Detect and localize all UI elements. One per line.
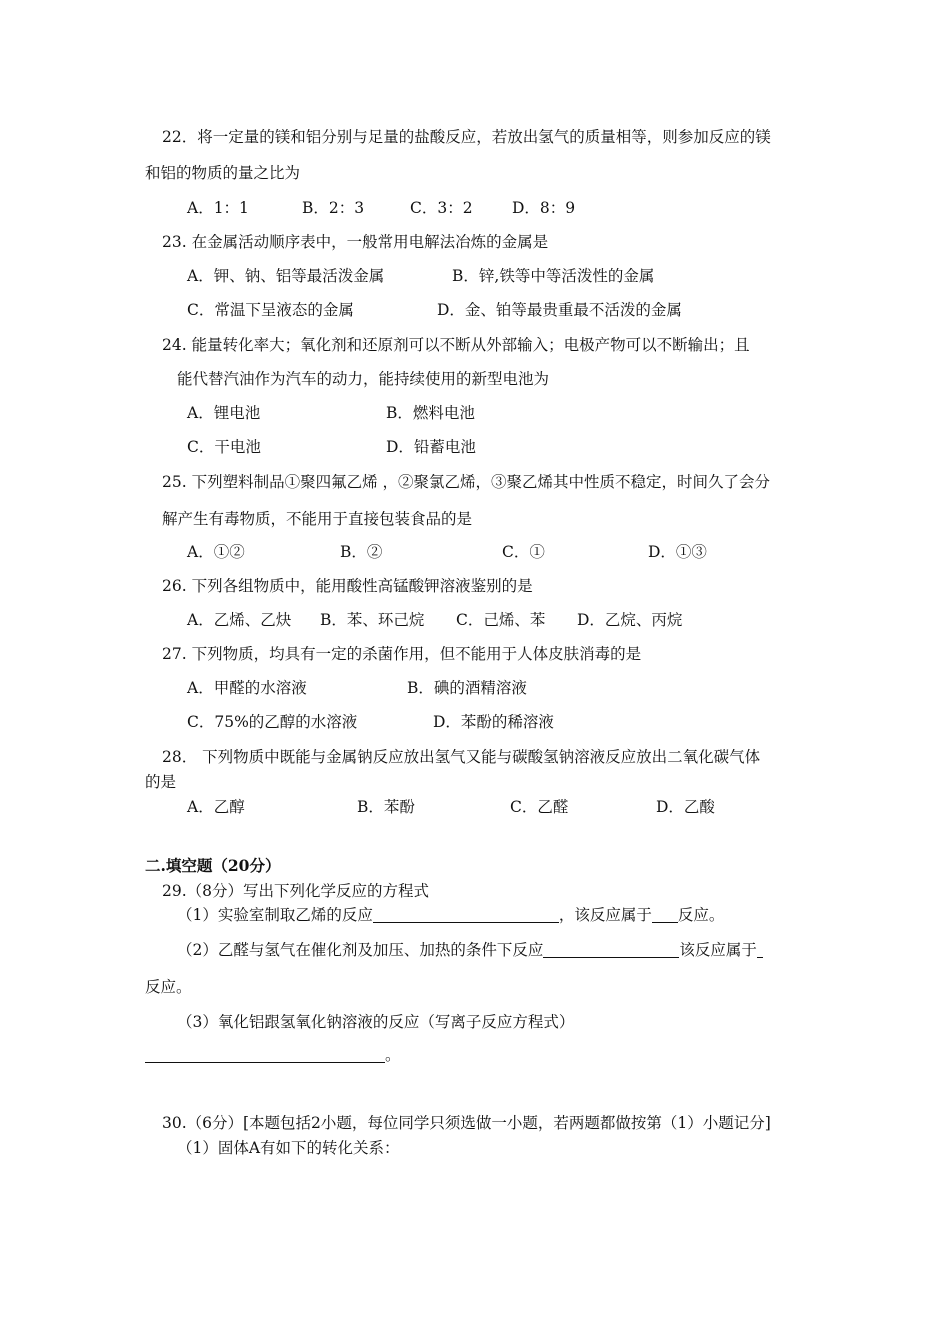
q23-option-d: D．金、铂等最贵重最不活泼的金属 bbox=[437, 301, 682, 319]
q29-part1-type-blank[interactable] bbox=[652, 906, 678, 923]
q29-part3-end: 。 bbox=[385, 1046, 401, 1064]
q24-option-b: B．燃料电池 bbox=[386, 404, 475, 422]
q29-part2-continued: 反应。 bbox=[145, 978, 192, 996]
q25-option-a: A．①② bbox=[187, 543, 245, 561]
q28-option-a: A．乙醇 bbox=[187, 798, 245, 816]
q29-part2-type-blank[interactable] bbox=[757, 941, 763, 958]
q22-option-d: D．8：9 bbox=[512, 199, 576, 217]
q24-stem-line1: 24. 能量转化率大；氧化剂和还原剂可以不断从外部输入；电极产物可以不断输出；且 bbox=[162, 336, 750, 354]
q22-option-a: A．1：1 bbox=[187, 199, 249, 217]
q27-option-d: D．苯酚的稀溶液 bbox=[433, 713, 554, 731]
q29-part2-answer-blank[interactable] bbox=[543, 941, 679, 958]
q29-stem: 29.（8分）写出下列化学反应的方程式 bbox=[162, 882, 430, 900]
q29-part1 bbox=[177, 905, 724, 925]
q25-option-b: B．② bbox=[340, 543, 383, 561]
q29-part3: （3）氧化铝跟氢氧化钠溶液的反应（写离子反应方程式） bbox=[177, 1013, 575, 1031]
q30-part1: （1）固体A有如下的转化关系： bbox=[177, 1139, 400, 1157]
q29-part3-answer bbox=[145, 1045, 401, 1065]
q28-stem-line2: 的是 bbox=[145, 773, 177, 791]
q25-option-d: D．①③ bbox=[648, 543, 707, 561]
q23-option-a: A．钾、钠、铝等最活泼金属 bbox=[187, 267, 385, 285]
q27-option-a: A．甲醛的水溶液 bbox=[187, 679, 307, 697]
q29-part3-answer-blank[interactable] bbox=[145, 1046, 385, 1063]
q29-part1-type-text: ，该反应属于 bbox=[558, 906, 652, 924]
q28-option-b: B．苯酚 bbox=[357, 798, 415, 816]
q24-option-a: A．锂电池 bbox=[187, 404, 261, 422]
q29-part1-end-text: 反应。 bbox=[677, 906, 725, 924]
q29-part2-text: （2）乙醛与氢气在催化剂及加压、加热的条件下反应 bbox=[177, 941, 544, 959]
q26-option-d: D．乙烷、丙烷 bbox=[577, 611, 683, 629]
q23-option-b: B．锌,铁等中等活泼性的金属 bbox=[452, 267, 655, 285]
q29-part1-text: （1）实验室制取乙烯的反应 bbox=[177, 906, 373, 924]
q26-stem: 26. 下列各组物质中，能用酸性高锰酸钾溶液鉴别的是 bbox=[162, 577, 533, 595]
q22-option-b: B．2：3 bbox=[302, 199, 365, 217]
q29-part1-answer-blank[interactable] bbox=[373, 906, 559, 923]
section-title: 二.填空题（20分） bbox=[145, 856, 281, 875]
q29-part2-type-text: 该反应属于 bbox=[679, 941, 757, 959]
q28-option-d: D．乙酸 bbox=[656, 798, 715, 816]
q28-option-c: C．乙醛 bbox=[510, 798, 569, 816]
q26-option-c: C．己烯、苯 bbox=[456, 611, 546, 629]
q29-part2 bbox=[177, 940, 763, 960]
q25-stem-line2: 解产生有毒物质，不能用于直接包装食品的是 bbox=[162, 510, 473, 528]
q27-option-c: C．75%的乙醇的水溶液 bbox=[187, 713, 358, 731]
q22-option-c: C．3：2 bbox=[410, 199, 473, 217]
q22-stem-line2: 和铝的物质的量之比为 bbox=[145, 164, 301, 182]
q26-option-a: A．乙烯、乙炔 bbox=[187, 611, 292, 629]
q25-stem-line1: 25. 下列塑料制品①聚四氟乙烯 ，②聚氯乙烯，③聚乙烯其中性质不稳定，时间久了会分 bbox=[162, 473, 771, 491]
q26-option-b: B．苯、环己烷 bbox=[320, 611, 425, 629]
q24-option-c: C．干电池 bbox=[187, 438, 261, 456]
q24-stem-line2: 能代替汽油作为汽车的动力，能持续使用的新型电池为 bbox=[177, 370, 550, 388]
q25-option-c: C．① bbox=[502, 543, 545, 561]
q28-stem-line1: 28． 下列物质中既能与金属钠反应放出氢气又能与碳酸氢钠溶液反应放出二氧化碳气体 bbox=[162, 748, 761, 766]
q27-option-b: B．碘的酒精溶液 bbox=[407, 679, 527, 697]
q27-stem: 27. 下列物质，均具有一定的杀菌作用，但不能用于人体皮肤消毒的是 bbox=[162, 645, 642, 663]
q23-option-c: C．常温下呈液态的金属 bbox=[187, 301, 354, 319]
q30-stem: 30.（6分）[本题包括2小题，每位同学只须选做一小题，若两题都做按第（1）小题记分] bbox=[162, 1114, 771, 1132]
q24-option-d: D．铅蓄电池 bbox=[386, 438, 476, 456]
q22-stem-line1: 22．将一定量的镁和铝分别与足量的盐酸反应，若放出氢气的质量相等，则参加反应的镁 bbox=[162, 128, 771, 146]
q23-stem: 23. 在金属活动顺序表中，一般常用电解法冶炼的金属是 bbox=[162, 233, 549, 251]
